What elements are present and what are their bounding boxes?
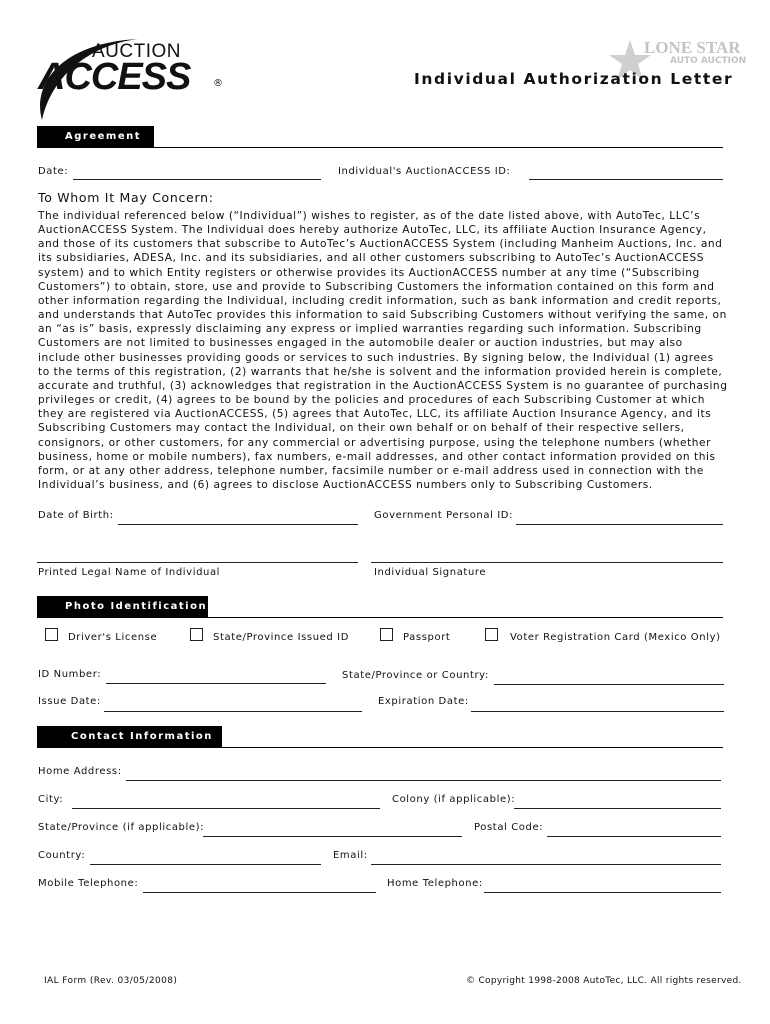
printed-name-label: Printed Legal Name of Individual	[38, 567, 221, 578]
state-issued-id-label: State/Province Issued ID	[213, 632, 350, 643]
colony-label: Colony (if applicable):	[392, 794, 516, 805]
colony-field[interactable]	[514, 808, 721, 809]
state-province-field[interactable]	[203, 836, 462, 837]
photo-id-section-tab: Photo Identification	[37, 596, 208, 618]
voter-card-checkbox[interactable]	[485, 628, 498, 641]
photo-id-section-rule	[37, 617, 723, 618]
copyright: © Copyright 1998-2008 AutoTec, LLC. All rights reserved.	[466, 976, 742, 986]
date-of-birth-field[interactable]	[118, 524, 358, 525]
mobile-phone-field[interactable]	[143, 892, 376, 893]
date-field[interactable]	[73, 179, 321, 180]
lone-star-text: LONE STAR	[644, 38, 741, 57]
logo-registered-mark: ®	[213, 78, 223, 89]
auctionaccess-id-field[interactable]	[529, 179, 723, 180]
government-id-label: Government Personal ID:	[374, 510, 514, 521]
expiration-date-label: Expiration Date:	[378, 696, 469, 707]
date-label: Date:	[38, 166, 69, 177]
passport-checkbox[interactable]	[380, 628, 393, 641]
issue-date-field[interactable]	[104, 711, 362, 712]
contact-section-tab: Contact Information	[37, 726, 222, 748]
drivers-license-label: Driver's License	[68, 632, 158, 643]
country-field[interactable]	[90, 864, 321, 865]
issue-date-label: Issue Date:	[38, 696, 101, 707]
lone-star-subtext: AUTO AUCTION	[670, 56, 747, 66]
state-country-field[interactable]	[494, 684, 724, 685]
passport-label: Passport	[403, 632, 451, 643]
agreement-section-tab: Agreement	[37, 126, 154, 148]
contact-section-rule	[37, 747, 723, 748]
printed-name-field[interactable]	[37, 562, 358, 563]
expiration-date-field[interactable]	[471, 711, 724, 712]
home-phone-label: Home Telephone:	[387, 878, 483, 889]
government-id-field[interactable]	[516, 524, 723, 525]
agreement-section-rule	[37, 147, 723, 148]
logo-auction-text: AUCTION	[92, 41, 181, 62]
logo-access-text: ACCESS	[38, 56, 191, 98]
date-of-birth-label: Date of Birth:	[38, 510, 114, 521]
home-address-label: Home Address:	[38, 766, 122, 777]
state-country-label: State/Province or Country:	[342, 670, 489, 681]
postal-code-label: Postal Code:	[474, 822, 544, 833]
auction-access-logo	[30, 25, 230, 125]
voter-card-label: Voter Registration Card (Mexico Only)	[510, 632, 721, 643]
city-field[interactable]	[72, 808, 380, 809]
postal-code-field[interactable]	[547, 836, 721, 837]
signature-label: Individual Signature	[374, 567, 487, 578]
home-phone-field[interactable]	[484, 892, 721, 893]
form-revision: IAL Form (Rev. 03/05/2008)	[44, 976, 178, 986]
mobile-phone-label: Mobile Telephone:	[38, 878, 139, 889]
id-number-field[interactable]	[106, 683, 326, 684]
id-number-label: ID Number:	[38, 669, 102, 680]
city-label: City:	[38, 794, 64, 805]
page-title: Individual Authorization Letter	[414, 70, 734, 88]
email-label: Email:	[333, 850, 368, 861]
state-issued-id-checkbox[interactable]	[190, 628, 203, 641]
auctionaccess-id-label: Individual's AuctionACCESS ID:	[338, 166, 511, 177]
state-province-label: State/Province (if applicable):	[38, 822, 205, 833]
home-address-field[interactable]	[126, 780, 721, 781]
salutation: To Whom It May Concern:	[38, 190, 214, 205]
authorization-paragraph: The individual referenced below (“Individual”) wishes to register, as of the date listed above, with AutoTec, LLC’s AuctionACCESS System. The Individual does hereby authorize AutoTec, LLC, its affiliate Auction Insurance Agency, and those of its customers that subscribe to AutoTec’s AuctionACCESS System (including Manheim Auctions, Inc. and its subsidiaries, ADESA, Inc. and its subsidiaries, and all other customers subscribing to AutoTec’s AuctionACCESS system) and to which Entity registers or otherwise provides its AuctionACCESS number at any time (“Subscribing Customers”) to obtain, store, use and provide to Subscribing Customers the information contained on this form and other information regarding the Individual, including credit information, such as bank information and credit reports, and understands that AutoTec provides this information to said Subscribing Customers without verifying the same, on an “as is” basis, expressly disclaiming any express or implied warranties regarding such information. Subscribing Customers are not limited to businesses engaged in the automobile dealer or auction industries, but may also include other businesses providing goods or services to such industries. By signing below, the Individual (1) agrees to the terms of this registration, (2) warrants that he/she is solvent and the information provided herein is complete, accurate and truthful, (3) acknowledges that registration in the AuctionACCESS System is no guarantee of purchasing privileges or credit, (4) agrees to be bound by the policies and procedures of each Subscribing Customer at which they are registered via AuctionACCESS, (5) agrees that AutoTec, LLC, its affiliate Auction Insurance Agency, and its Subscribing Customers may contact the Individual, on their own behalf or on behalf of their respective sellers, consignors, or other customers, for any commercial or advertising purpose, using the telephone numbers (whether business, home or mobile numbers), fax numbers, e-mail addresses, and other contact information provided on this form, or at any other address, telephone number, facsimile number or e-mail address used in connection with the Individual’s business, and (6) agrees to disclose AuctionACCESS numbers only to Subscribing Customers.	[38, 210, 728, 491]
country-label: Country:	[38, 850, 86, 861]
email-field[interactable]	[371, 864, 721, 865]
drivers-license-checkbox[interactable]	[45, 628, 58, 641]
signature-field[interactable]	[371, 562, 723, 563]
